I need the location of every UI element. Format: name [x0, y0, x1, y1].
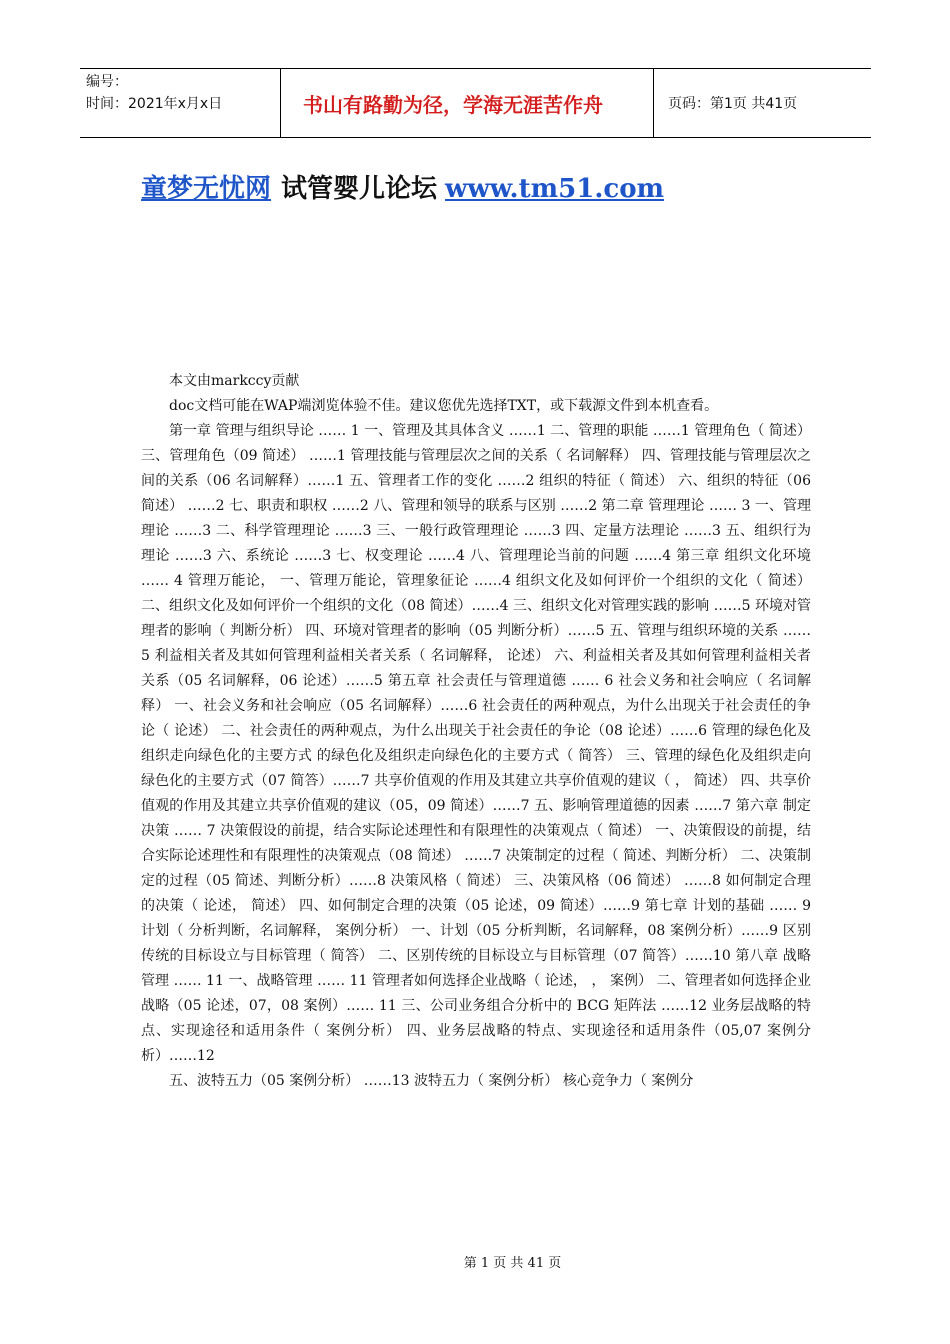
page-header	[80, 68, 871, 138]
toc-continuation: 五、波特五力（05 案例分析） ……13 波特五力（ 案例分析） 核心竞争力（ 案例分	[169, 1073, 694, 1089]
site-url-link[interactable]: www.tm51.com	[445, 174, 665, 204]
document-number-label: 编号：	[86, 74, 128, 90]
header-meta	[80, 69, 280, 137]
document-title	[141, 168, 664, 205]
doc-notice: doc文档可能在WAP端浏览体验不佳。建议您优先选择TXT，或下载源文件到本机查看。	[169, 398, 719, 414]
document-body	[141, 369, 811, 1094]
contributor-line: 本文由markccy贡献	[169, 373, 300, 389]
forum-name: 试管婴儿论坛	[281, 174, 438, 204]
header-motto: 书山有路勤为径，学海无涯苦作舟	[280, 69, 654, 137]
header-page-info: 页码：第1页 共41页	[668, 96, 798, 112]
document-date: 时间：2021年x月x日	[86, 96, 223, 112]
table-of-contents: 第一章 管理与组织导论 …… 1 一、管理及其具体含义 ……1 二、管理的职能 ……1 管理角色（ 简述） 三、管理角色（09 简述） ……1 管理技能与管理层次之间的关系（ 名词解释） 四、管理技能与管理层次之间的关系（06 名词解释）……1 五、管理者工作的变化 ……2 组织的特征（ 简述） 六、组织的特征（06 简述） ……2 七、职责和职权 ……2 八、管理和领导的联系与区别 ……2 第二章 管理理论 …… 3 一、管理理论 ……3 二、科学管理理论 ……3 三、一般行政管理理论 ……3 四、定量方法理论 ……3 五、组织行为理论 ……3 六、系统论 ……3 七、权变理论 ……4 八、管理理论当前的问题 ……4 第三章 组织文化环境 …… 4 管理万能论， 一、管理万能论，管理象征论 ……4 组织文化及如何评价一个组织的文化（ 简述） 二、组织文化及如何评价一个组织的文化（08 简述）……4 三、组织文化对管理实践的影响 ……5 环境对管理者的影响（ 判断分析） 四、环境对管理者的影响（05 判断分析）……5 五、管理与组织环境的关系 ……5 利益相关者及其如何管理利益相关者关系（ 名词解释， 论述） 六、利益相关者及其如何管理利益相关者关系（05 名词解释，06 论述）……5 第五章 社会责任与管理道德 …… 6 社会义务和社会响应（ 名词解释） 一、社会义务和社会响应（05 名词解释）……6 社会责任的两种观点，为什么出现关于社会责任的争论（ 论述） 二、社会责任的两种观点，为什么出现关于社会责任的争论（08 论述）……6 管理的绿色化及组织走向绿色化的主要方式 的绿色化及组织走向绿色化的主要方式（ 简答） 三、管理的绿色化及组织走向绿色化的主要方式（07 简答）……7 共享价值观的作用及其建立共享价值观的建议（ ， 简述） 四、共享价值观的作用及其建立共享价值观的建议（05，09 简述）……7 五、影响管理道德的因素 ……7 第六章 制定决策 …… 7 决策假设的前提，结合实际论述理性和有限理性的决策观点（ 简述） 一、决策假设的前提，结合实际论述理性和有限理性的决策观点（08 简述） ……7 决策制定的过程（ 简述、判断分析） 二、决策制定的过程（05 简述、判断分析）……8 决策风格（ 简述） 三、决策风格（06 简述） ……8 如何制定合理的决策（ 论述， 简述） 四、如何制定合理的决策（05 论述，09 简述）……9 第七章 计划的基础 …… 9 计划（ 分析判断，名词解释， 案例分析） 一、计划（05 分析判断，名词解释，08 案例分析）……9 区别传统的目标设立与目标管理（ 简答） 二、区别传统的目标设立与目标管理（07 简答）……10 第八章 战略管理 …… 11 一、战略管理 …… 11 管理者如何选择企业战略（ 论述， ， 案例） 二、管理者如何选择企业战略（05 论述，07，08 案例）…… 11 三、公司业务组合分析中的 BCG 矩阵法 ……12 业务层战略的特点、实现途径和适用条件（ 案例分析） 四、业务层战略的特点、实现途径和适用条件（05,07 案例分析）……12	[141, 423, 811, 1064]
page-footer: 第 1 页 共 41 页	[463, 1256, 562, 1271]
site-name-link[interactable]: 童梦无忧网	[141, 174, 272, 204]
